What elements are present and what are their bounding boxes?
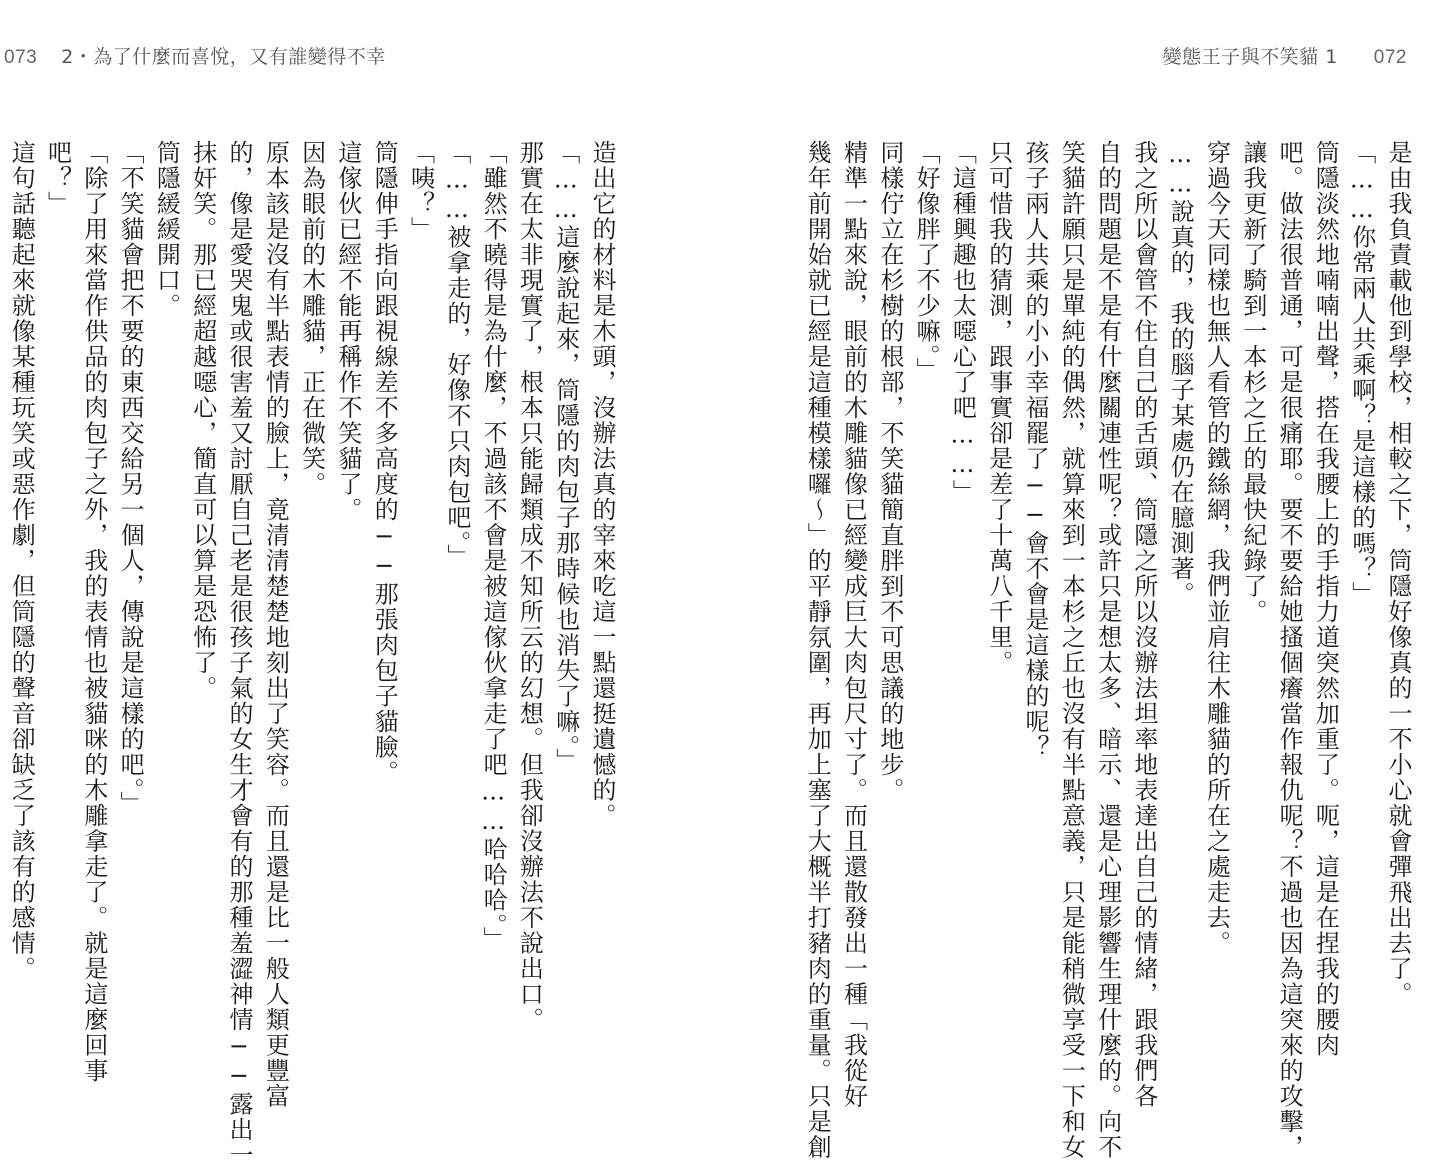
text-column: 只可惜我的猜測，跟事實卻是差了十萬八千里。 (984, 140, 1013, 676)
text-column: 原本該是沒有半點表情的臉上，竟清清楚楚地刻出了笑容。而且還是比一般人類更豐富 (261, 140, 290, 1109)
text-column: 筒隱淡然地喃喃出聲，搭在我腰上的手指力道突然加重了。呃，這是在捏我的腰肉 (1311, 140, 1340, 1058)
page-gutter (622, 120, 788, 1080)
text-column: 造出它的材料是木頭，沒辦法真的宰來吃這一點還挺遺憾的。 (588, 140, 616, 829)
text-column: 這句話聽起來就像某種玩笑或惡作劇，但筒隱的聲音卻缺乏了該有的感情。 (7, 140, 36, 982)
text-column: 「除了用來當作供品的肉包子之外，我的表情也被貓咪的木雕拿走了。就是這麼回事 (79, 140, 108, 1084)
text-column: 精準一點來說，眼前的木雕貓像已經變成巨大肉包尺寸了。而且還散發出一種「我從好 (839, 140, 868, 1109)
text-column: 幾年前開始就已經是這種模樣囉～」的平靜氛圍，再加上塞了大概半打豬肉的重量。只是創 (803, 140, 832, 1160)
text-column: 「……被拿走的，好像不只肉包吧。」 (442, 140, 471, 570)
text-column: 同樣佇立在杉樹的根部，不笑貓簡直胖到不可思議的地步。 (875, 140, 904, 803)
text-column: 筒隱緩緩開口。 (152, 140, 181, 319)
text-column: 抹奸笑。那已經超越噁心，簡直可以算是恐怖了。 (188, 140, 217, 701)
text-column: 穿過今天同樣也無人看管的鐵絲網，我們並肩往木雕貓的所在之處走去。 (1202, 140, 1231, 956)
text-column: 筒隱伸手指向跟視線差不多高度的──那張肉包子貓臉。 (370, 140, 399, 786)
right-page-header (1163, 42, 1407, 69)
text-column: 自的問題是不是有什麼關連性呢？或許只是想太多、暗示、還是心理影響生理什麼的。向不 (1093, 140, 1122, 1160)
book-title: 變態王子與不笑貓 1 (1162, 46, 1338, 68)
text-column: 「不笑貓會把不要的東西交給另一個人，傳說是這樣的吧。」 (116, 140, 145, 817)
right-page-text (790, 140, 1430, 1160)
right-page-number: 072 (1373, 47, 1407, 68)
text-column: 「好像胖了不少嘛。」 (912, 140, 941, 383)
text-column: 「咦？」 (406, 140, 435, 242)
text-column: 我之所以會管不住自己的舌頭、筒隱之所以沒辦法坦率地表達出自己的情緒，跟我們各 (1129, 140, 1158, 1109)
left-page-text (0, 140, 620, 1168)
text-column: 這傢伙已經不能再稱作不笑貓了。 (333, 140, 362, 523)
text-column: 因為眼前的木雕貓，正在微笑。 (297, 140, 326, 497)
text-column: ……說真的，我的腦子某處仍在臆測著。 (1166, 140, 1195, 607)
text-column: 吧？」 (43, 140, 72, 217)
text-column: 吧。做法很普通，可是很痛耶。要不要給她搔個癢當作報仇呢？不過也因為這突來的攻擊， (1275, 140, 1304, 1160)
text-column: 「雖然不曉得是為什麼，不過該不會是被這傢伙拿走了吧……哈哈哈。」 (479, 140, 508, 952)
text-column: 「這種興趣也太噁心了吧……」 (948, 140, 977, 505)
text-column: 是由我負責載他到學校，相較之下，筒隱好像真的一不小心就會彈飛出去了。 (1384, 140, 1412, 1007)
text-column: 「……這麼說起來，筒隱的肉包子那時候也消失了嘛。」 (551, 140, 580, 774)
text-column: 「……你常兩人共乘啊？是這樣的嗎？」 (1347, 140, 1376, 607)
chapter-title: 2・為了什麼而喜悅，又有誰變得不幸 (61, 46, 386, 68)
text-column: 讓我更新了騎到一本杉之丘的最快紀錄了。 (1238, 140, 1267, 625)
text-column: 孩子兩人共乘的小小幸福罷了──會不會是這樣的呢？ (1021, 140, 1049, 760)
text-column: 笑貓許願只是單純的偶然，就算來到一本杉之丘也沒有半點意義，只是能稍微享受一下和女 (1057, 140, 1086, 1160)
text-column: 的，像是愛哭鬼或很害羞又討厭自己老是很孩子氣的女生才會有的那種羞澀神情──露出一 (225, 140, 253, 1168)
text-column: 那實在太非現實了，根本只能歸類成不知所云的幻想。但我卻沒辦法不說出口。 (515, 140, 544, 1033)
left-page-header (4, 42, 386, 69)
left-page-number: 073 (4, 47, 38, 68)
